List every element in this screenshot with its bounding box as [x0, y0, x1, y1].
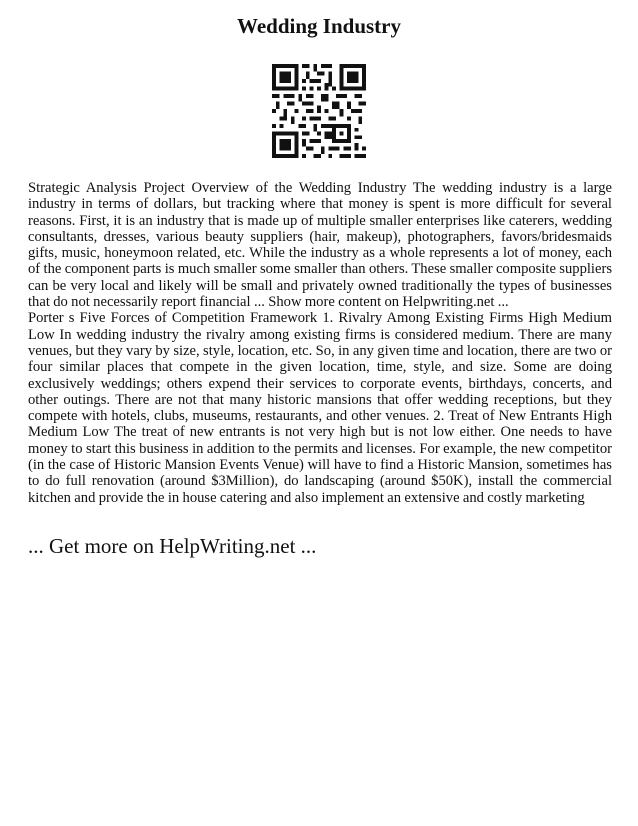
- paragraph-porter: Porter s Five Forces of Competition Framework 1. Rivalry Among Existing Firms High Medium Low In wedding industry the rivalry among existing firms is considered medium. There are many venues, but they vary by size, style, location, etc. So, in any given time and location, there are two or four similar places that compete in the given location, time, style, and size. Some are doing exclusively weddings; others expend their services to corporate events, birthdays, concerts, and other outings. There are not that many historic mansions that offer wedding receptions, but they compete with hotels, clubs, museums, restaurants, and other venues. 2. Treat of New Entrants High Medium Low The treat of new entrants is not very high but is not low either. One needs to have money to start this business in addition to the permits and licenses. For example, the new competitor (in the case of Historic Mansion Events Venue) will have to find a Historic Mansion, sometimes has to do full renovation (around $3Million), do landscaping (around $50K), install the commercial kitchen and provide the in house catering and also implement an extensive and costly marketing: [28, 310, 612, 506]
- qr-code-icon[interactable]: [272, 64, 366, 158]
- article-body: [28, 180, 612, 506]
- paragraph-overview: Strategic Analysis Project Overview of the Wedding Industry The wedding industry is a large industry in terms of dollars, but tracking where that money is spent is more difficult for several reasons. First, it is an industry that is made up of multiple smaller enterprises like caterers, wedding consultants, dresses, various beauty suppliers (hair, makeup), photographers, favors/bridesmaids gifts, music, honeymoon related, etc. While the industry as a whole represents a lot of money, each of the component parts is much smaller some smaller than others. These smaller composite suppliers can be very local and likely will be small and privately owned traditionally the types of businesses that do not necessarily report financial ... Show more content on Helpwriting.net ...: [28, 180, 612, 311]
- page-title: Wedding Industry: [237, 14, 401, 38]
- get-more-link[interactable]: ... Get more on HelpWriting.net ...: [28, 534, 317, 558]
